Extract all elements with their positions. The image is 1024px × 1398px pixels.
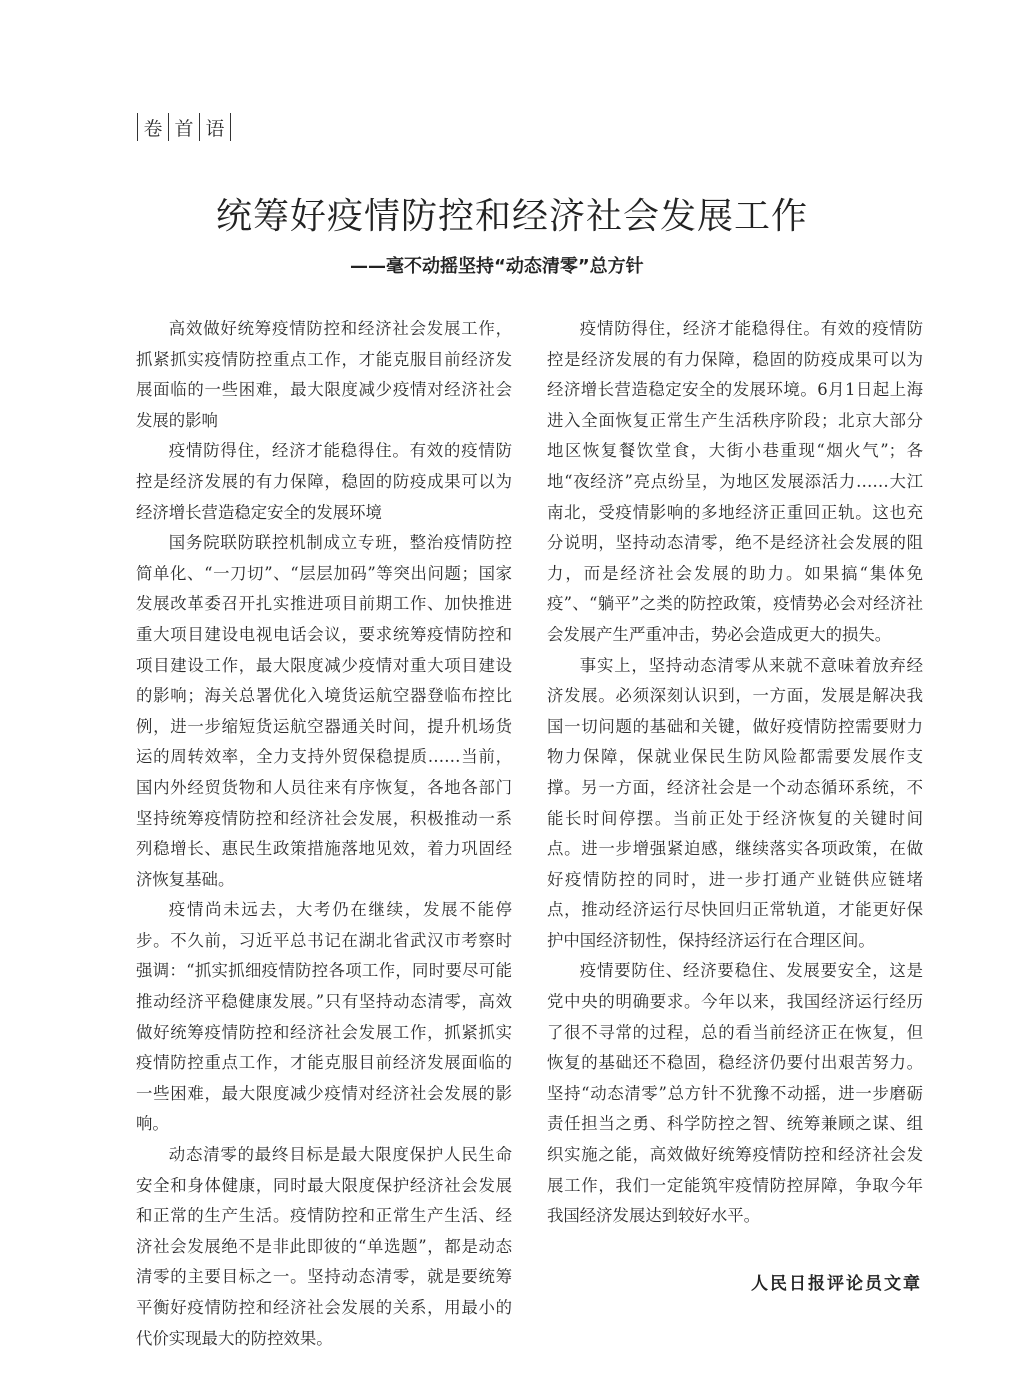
paragraph: 疫情防得住，经济才能稳得住。有效的疫情防控是经济发展的有力保障，稳固的防疫成果可以为经济增长营造稳定安全的发展环境。6月1日起上海进入全面恢复正常生产生活秩序阶段；北京大部分地区恢复餐饮堂食，大街小巷重现“烟火气”；各地“夜经济”亮点纷呈，为地区发展添活力……大江南北，受疫情影响的多地经济正重回正轨。这也充分说明，坚持动态清零，绝不是经济社会发展的阻力，而是经济社会发展的助力。如果搞“集体免疫”、“躺平”之类的防控政策，疫情势必会对经济社会发展产生严重冲击，势必会造成更大的损失。 [547,319,923,644]
paragraph: 疫情尚未远去，大考仍在继续，发展不能停步。不久前，习近平总书记在湖北省武汉市考察时强调：“抓实抓细疫情防控各项工作，同时要尽可能推动经济平稳健康发展。”只有坚持动态清零，高效做好统筹疫情防控和经济社会发展工作，抓紧抓实疫情防控重点工作，才能克服目前经济发展面临的一些困难，最大限度减少疫情对经济社会发展的影响。 [136,900,512,1134]
right-column [547,314,923,1232]
paragraph: 国务院联防联控机制成立专班，整治疫情防控简单化、“一刀切”、“层层加码”等突出问题；国家发展改革委召开扎实推进项目前期工作、加快推进重大项目建设电视电话会议，要求统筹疫情防控和项目建设工作，最大限度减少疫情对重大项目建设的影响；海关总署优化入境货运航空器登临布控比例，进一步缩短货运航空器通关时间，提升机场货运的周转效率，全力支持外贸保稳提质……当前，国内外经贸货物和人员往来有序恢复，各地各部门坚持统筹疫情防控和经济社会发展，积极推动一系列稳增长、惠民生政策措施落地见效，着力巩固经济恢复基础。 [136,533,512,889]
column-label-divider [230,113,231,141]
column-label-divider [168,113,169,141]
column-label-char: 首 [174,117,194,140]
column-label-divider [199,113,200,141]
column-label [133,112,235,142]
paragraph: 疫情要防住、经济要稳住、发展要安全，这是党中央的明确要求。今年以来，我国经济运行经历了很不寻常的过程，总的看当前经济正在恢复，但恢复的基础还不稳固，稳经济仍要付出艰苦努力。坚持“动态清零”总方针不犹豫不动摇，进一步磨砺责任担当之勇、科学防控之智、统筹兼顾之谋、组织实施之能，高效做好统筹疫情防控和经济社会发展工作，我们一定能筑牢疫情防控屏障，争取今年我国经济发展达到较好水平。 [547,961,923,1226]
paragraph: 疫情防得住，经济才能稳得住。有效的疫情防控是经济发展的有力保障，稳固的防疫成果可以为经济增长营造稳定安全的发展环境 [136,441,512,522]
article-title: 统筹好疫情防控和经济社会发展工作 [215,196,808,237]
column-label-char: 语 [205,117,225,140]
paragraph: 高效做好统筹疫情防控和经济社会发展工作，抓紧抓实疫情防控重点工作，才能克服目前经济发展面临的一些困难，最大限度减少疫情对经济社会发展的影响 [136,319,512,430]
paragraph: 事实上，坚持动态清零从来就不意味着放弃经济发展。必须深刻认识到，一方面，发展是解决我国一切问题的基础和关键，做好疫情防控需要财力物力保障，保就业保民生防风险都需要发展作支撑。另一方面，经济社会是一个动态循环系统，不能长时间停摆。当前正处于经济恢复的关键时间点。进一步增强紧迫感，继续落实各项政策，在做好疫情防控的同时，进一步打通产业链供应链堵点，推动经济运行尽快回归正常轨道，才能更好保护中国经济韧性，保持经济运行在合理区间。 [547,655,923,950]
article-byline: 人民日报评论员文章 [751,1274,922,1294]
column-label-char: 卷 [143,117,163,140]
article-subtitle: ——毫不动摇坚持“动态清零”总方针 [350,256,644,277]
paragraph: 动态清零的最终目标是最大限度保护人民生命安全和身体健康，同时最大限度保护经济社会发展和正常的生产生活。疫情防控和正常生产生活、经济社会发展绝不是非此即彼的“单选题”，都是动态清零的主要目标之一。坚持动态清零，就是要统筹平衡好疫情防控和经济社会发展的关系，用最小的代价实现最大的防控效果。 [136,1145,512,1348]
column-label-divider [137,113,138,141]
left-column [136,314,512,1354]
